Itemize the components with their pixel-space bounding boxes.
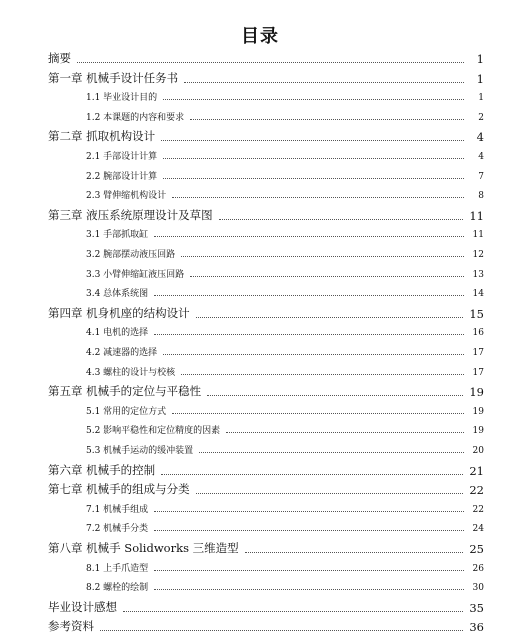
toc-section-entry[interactable] <box>86 324 484 338</box>
toc-page-number: 11 <box>469 208 484 223</box>
toc-chapter-entry[interactable] <box>48 305 484 321</box>
toc-chapter-entry[interactable] <box>48 50 484 66</box>
toc-entry-label: 8.1 上手爪造型 <box>86 563 149 574</box>
toc-section-entry[interactable] <box>86 148 484 162</box>
toc-page-number: 22 <box>469 483 484 498</box>
toc-page-number: 14 <box>472 289 484 300</box>
page-title: 目录 <box>241 26 279 47</box>
toc-section-entry[interactable] <box>86 579 484 593</box>
dot-leader <box>181 373 464 375</box>
toc-page-number: 26 <box>472 563 484 574</box>
toc-entry-label: 3.1 手部抓取缸 <box>86 230 149 241</box>
dot-leader <box>161 139 464 141</box>
toc-entry-label: 7.1 机械手组成 <box>86 504 149 515</box>
toc-section-entry[interactable] <box>86 226 484 240</box>
toc-page-number: 7 <box>478 171 484 182</box>
dot-leader <box>154 235 464 237</box>
toc-chapter-entry[interactable] <box>48 383 484 399</box>
toc-entry-label: 5.1 常用的定位方式 <box>86 406 167 417</box>
toc-page-number: 2 <box>478 112 484 123</box>
toc-chapter-entry[interactable] <box>48 128 484 144</box>
toc-entry-label: 毕业设计感想 <box>48 599 117 614</box>
toc-page-number: 1 <box>476 52 484 66</box>
toc-section-entry[interactable] <box>86 246 484 260</box>
toc-page-number: 13 <box>472 269 484 280</box>
toc-page-number: 12 <box>472 250 484 260</box>
toc-entry-label: 2.1 手部设计计算 <box>86 152 158 162</box>
toc-page-number: 1 <box>478 93 484 104</box>
dot-leader <box>77 61 464 63</box>
dot-leader <box>154 569 464 571</box>
toc-chapter-entry[interactable] <box>48 618 484 634</box>
toc-entry-label: 第一章 机械手设计任务书 <box>48 70 179 85</box>
dot-leader <box>163 157 464 159</box>
toc-section-entry[interactable] <box>86 344 484 358</box>
toc-chapter-entry[interactable] <box>48 462 484 478</box>
toc-entry-label: 4.3 螺柱的设计与校核 <box>86 367 176 378</box>
toc-section-entry[interactable] <box>86 442 484 456</box>
dot-leader <box>163 177 464 179</box>
toc-page-number: 19 <box>469 385 484 400</box>
toc-section-entry[interactable] <box>86 89 484 103</box>
dot-leader <box>161 473 463 475</box>
toc-chapter-entry[interactable] <box>48 481 484 497</box>
dot-leader <box>100 629 463 631</box>
dot-leader <box>154 529 464 531</box>
toc-chapter-entry[interactable] <box>48 599 484 615</box>
toc-entry-label: 5.3 机械手运动的缓冲装置 <box>86 446 194 456</box>
toc-entry-label: 3.2 腕部摆动液压回路 <box>86 250 176 260</box>
toc-entry-label: 摘要 <box>48 51 71 65</box>
dot-leader <box>199 451 464 453</box>
toc-page-number: 8 <box>478 191 484 202</box>
toc-chapter-entry[interactable] <box>48 540 484 556</box>
toc-chapter-entry[interactable] <box>48 70 484 86</box>
toc-entry-label: 2.3 臂伸缩机构设计 <box>86 191 167 202</box>
toc-section-entry[interactable] <box>86 422 484 436</box>
toc-page-number: 22 <box>472 504 484 515</box>
dot-leader <box>245 551 464 553</box>
toc-section-entry[interactable] <box>86 364 484 378</box>
toc-entry-label: 第二章 抓取机构设计 <box>48 129 156 144</box>
toc-section-entry[interactable] <box>86 168 484 182</box>
dot-leader <box>196 492 464 494</box>
toc-page-number: 17 <box>472 348 484 358</box>
dot-leader <box>181 255 464 257</box>
toc-entry-label: 3.4 总体系统图 <box>86 289 149 300</box>
dot-leader <box>154 588 464 590</box>
toc-section-entry[interactable] <box>86 109 484 123</box>
toc-page-number: 11 <box>472 230 484 241</box>
toc-page-number: 1 <box>476 71 484 86</box>
toc-entry-label: 参考资料 <box>48 619 94 634</box>
dot-leader <box>190 118 464 120</box>
dot-leader <box>184 81 464 83</box>
dot-leader <box>154 510 464 512</box>
dot-leader <box>154 333 464 335</box>
toc-page-number: 16 <box>472 328 484 339</box>
toc-page-number: 35 <box>469 600 484 615</box>
toc-section-entry[interactable] <box>86 560 484 574</box>
dot-leader <box>207 394 463 396</box>
toc-section-entry[interactable] <box>86 266 484 280</box>
toc-page-number: 15 <box>469 306 484 321</box>
dot-leader <box>172 196 464 198</box>
toc-page-number: 19 <box>472 426 484 437</box>
toc-entry-label: 第五章 机械手的定位与平稳性 <box>48 384 202 399</box>
toc-page-number: 30 <box>472 583 484 594</box>
toc-page-number: 21 <box>469 463 484 478</box>
toc-entry-label: 第八章 机械手 Solidworks 三维造型 <box>48 541 239 555</box>
toc-entry-label: 第七章 机械手的组成与分类 <box>48 482 190 497</box>
toc-page-number: 25 <box>469 542 484 556</box>
toc-page-number: 4 <box>476 130 484 145</box>
toc-entry-label: 第四章 机身机座的结构设计 <box>48 305 190 320</box>
dot-leader <box>190 275 464 277</box>
toc-entry-label: 1.1 毕业设计目的 <box>86 93 158 104</box>
toc-entry-label: 4.2 减速器的选择 <box>86 348 158 358</box>
toc-entry-label: 1.2 本课题的内容和要求 <box>86 112 185 123</box>
dot-leader <box>163 98 464 100</box>
toc-page-number: 36 <box>469 620 484 635</box>
dot-leader <box>226 431 464 433</box>
toc-entry-label: 4.1 电机的选择 <box>86 328 149 339</box>
toc-page-number: 20 <box>472 446 484 456</box>
toc-page-number: 4 <box>478 152 484 162</box>
toc-section-entry[interactable] <box>86 403 484 417</box>
toc-page-number: 19 <box>472 406 484 417</box>
dot-leader <box>219 218 464 220</box>
toc-entry-label: 2.2 腕部设计计算 <box>86 171 158 182</box>
toc-section-entry[interactable] <box>86 501 484 515</box>
toc-page-number: 17 <box>472 367 484 378</box>
toc-section-entry[interactable] <box>86 187 484 201</box>
toc-entry-label: 第六章 机械手的控制 <box>48 462 156 477</box>
dot-leader <box>172 412 464 414</box>
toc-section-entry[interactable] <box>86 520 484 534</box>
toc-entry-label: 第三章 液压系统原理设计及草图 <box>48 207 213 222</box>
toc-entry-label: 7.2 机械手分类 <box>86 524 149 535</box>
toc-chapter-entry[interactable] <box>48 207 484 223</box>
dot-leader <box>163 353 464 355</box>
toc-entry-label: 5.2 影响平稳性和定位精度的因素 <box>86 426 221 437</box>
toc-entry-label: 8.2 螺栓的绘制 <box>86 583 149 594</box>
toc-page-number: 24 <box>472 524 484 535</box>
dot-leader <box>196 316 464 318</box>
dot-leader <box>154 294 464 296</box>
toc-entry-label: 3.3 小臂伸缩缸液压回路 <box>86 269 185 280</box>
toc-section-entry[interactable] <box>86 285 484 299</box>
dot-leader <box>123 610 463 612</box>
